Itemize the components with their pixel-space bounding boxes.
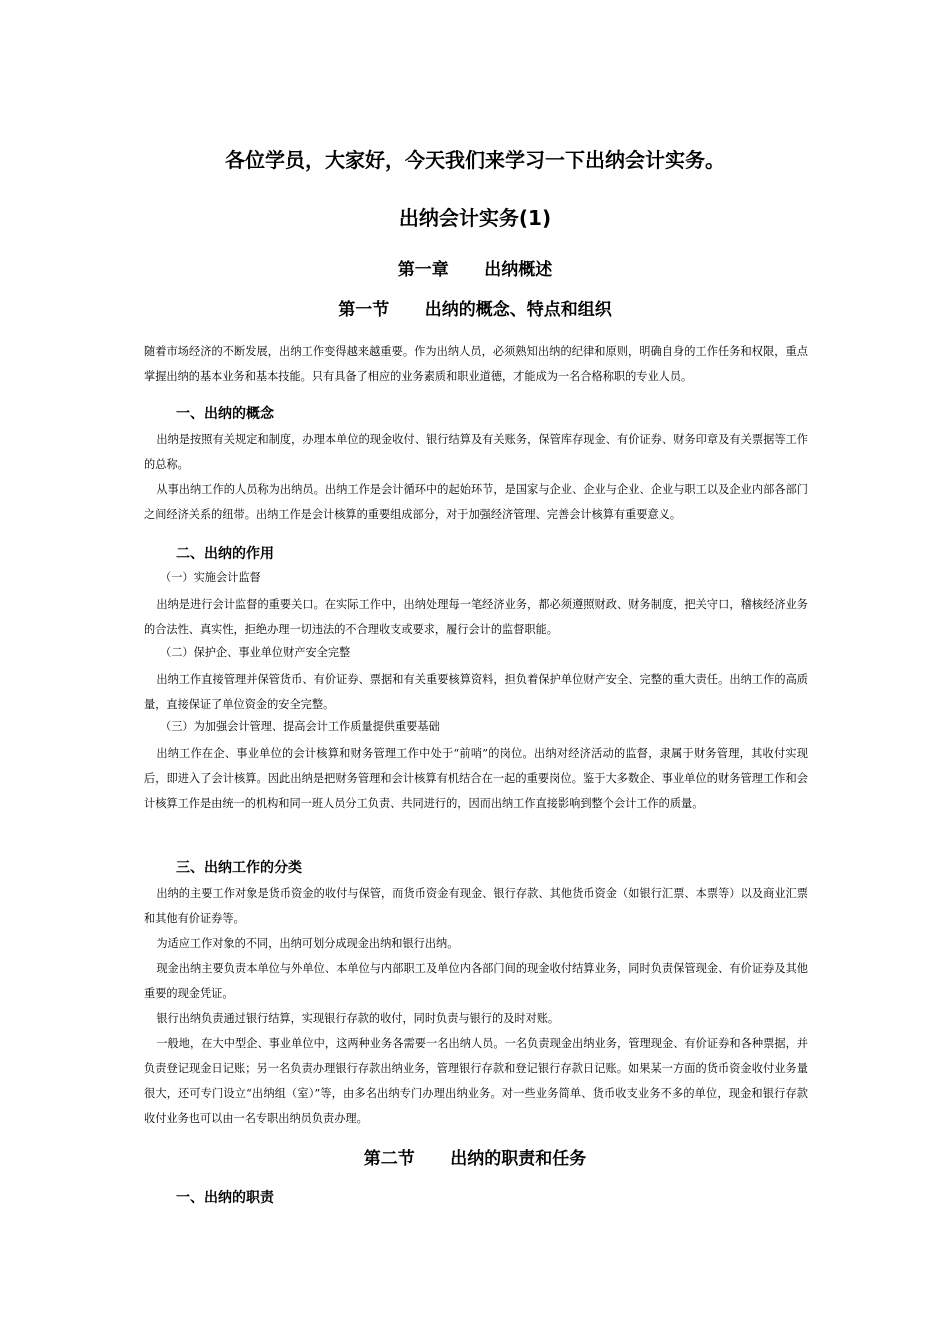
role-item-3-title: （三）为加强会计管理、提高会计工作质量提供重要基础 <box>160 720 440 733</box>
classification-heading: 三、出纳工作的分类 <box>176 860 302 876</box>
concept-paragraph-1: 出纳是按照有关规定和制度，办理本单位的现金收付、银行结算及有关账务，保管库存现金、有价证券、财务印章及有关票据等工作的总称。 <box>144 433 808 471</box>
section-heading-1: 第一节 出纳的概念、特点和组织 <box>338 300 612 320</box>
concept-heading: 一、出纳的概念 <box>176 406 274 422</box>
intro-paragraph: 随着市场经济的不断发展，出纳工作变得越来越重要。作为出纳人员，必须熟知出纳的纪律和原则，明确自身的工作任务和权限，重点掌握出纳的基本业务和基本技能。只有具备了相应的业务素质和职业道德，才能成为一名合格称职的专业人员。 <box>144 345 808 383</box>
section-heading-2: 第二节 出纳的职责和任务 <box>363 1149 587 1169</box>
course-title: 出纳会计实务(1) <box>398 206 552 230</box>
classification-paragraph-2: 为适应工作对象的不同，出纳可划分成现金出纳和银行出纳。 <box>156 937 459 950</box>
classification-paragraph-3: 现金出纳主要负责本单位与外单位、本单位与内部职工及单位内各部门间的现金收付结算业务，同时负责保管现金、有价证券及其他重要的现金凭证。 <box>144 962 808 1000</box>
concept-paragraph-2: 从事出纳工作的人员称为出纳员。出纳工作是会计循环中的起始环节，是国家与企业、企业与企业、企业与职工以及企业内部各部门之间经济关系的纽带。出纳工作是会计核算的重要组成部分，对于加强经济管理、完善会计核算有重要意义。 <box>144 483 808 521</box>
classification-paragraph-5: 一般地，在大中型企、事业单位中，这两种业务各需要一名出纳人员。一名负责现金出纳业务，管理现金、有价证券和各种票据，并负责登记现金日记账；另一名负责办理银行存款出纳业务，管理银行存款和登记银行存款日记账。如果某一方面的货币资金收付业务量很大，还可专门设立“出纳组（室）”等，由多名出纳专门办理出纳业务。对一些业务简单、货币收支业务不多的单位，现金和银行存款收付业务也可以由一名专职出纳员负责办理。 <box>144 1037 808 1125</box>
role-heading: 二、出纳的作用 <box>176 546 274 562</box>
role-item-2-title: （二）保护企、事业单位财产安全完整 <box>160 646 351 659</box>
duties-heading: 一、出纳的职责 <box>176 1190 274 1206</box>
role-item-1-title: （一）实施会计监督 <box>160 571 261 584</box>
role-item-1-text: 出纳是进行会计监督的重要关口。在实际工作中，出纳处理每一笔经济业务，都必须遵照财政、财务制度，把关守口，稽核经济业务的合法性、真实性，拒绝办理一切违法的不合理收支或要求，履行会计的监督职能。 <box>144 598 808 636</box>
role-item-2-text: 出纳工作直接管理并保管货币、有价证券、票据和有关重要核算资料，担负着保护单位财产安全、完整的重大责任。出纳工作的高质量，直接保证了单位资金的安全完整。 <box>144 673 808 711</box>
classification-paragraph-4: 银行出纳负责通过银行结算，实现银行存款的收付，同时负责与银行的及时对账。 <box>156 1012 560 1025</box>
intro-title: 各位学员，大家好，今天我们来学习一下出纳会计实务。 <box>225 148 725 172</box>
role-item-3-text: 出纳工作在企、事业单位的会计核算和财务管理工作中处于“前哨”的岗位。出纳对经济活动的监督，隶属于财务管理，其收付实现后，即进入了会计核算。因此出纳是把财务管理和会计核算有机结合在一起的重要岗位。鉴于大多数企、事业单位的财务管理工作和会计核算工作是由统一的机构和同一班人员分工负责、共同进行的，因而出纳工作直接影响到整个会计工作的质量。 <box>144 747 808 810</box>
classification-paragraph-1: 出纳的主要工作对象是货币资金的收付与保管，而货币资金有现金、银行存款、其他货币资金（如银行汇票、本票等）以及商业汇票和其他有价证券等。 <box>144 887 808 925</box>
chapter-heading: 第一章 出纳概述 <box>397 260 553 280</box>
